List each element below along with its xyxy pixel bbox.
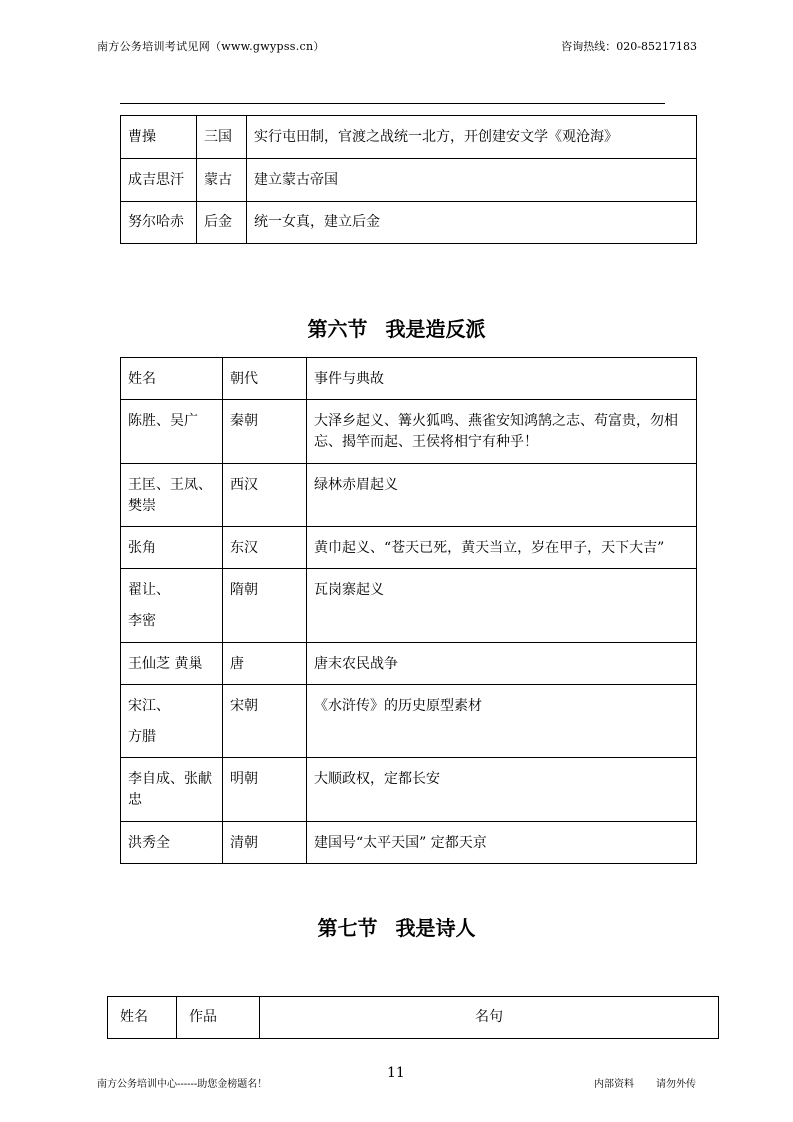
name-cell: 王仙芝 黄巢 [121,643,223,685]
name-cell: 李自成、张献忠 [121,758,223,822]
header-name: 姓名 [121,358,223,400]
table-row [121,822,697,864]
deed-cell: 实行屯田制，官渡之战统一北方，开创建安文学《观沧海》 [247,116,697,159]
event-cell: 唐末农民战争 [307,643,697,685]
header-divider [120,103,665,104]
name-cell: 王匡、王凤、樊崇 [121,464,223,527]
section-number: 第六节 [307,317,368,341]
name-cell: 张角 [121,527,223,569]
header-dynasty: 朝代 [223,358,307,400]
table-row [121,202,697,244]
footer-slogan: 南方公务培训中心------助您金榜题名！ [97,1079,268,1090]
dynasty-cell: 东汉 [223,527,307,569]
table-row [121,758,697,822]
name-line: 宋江、 [128,698,170,714]
poets-table [107,996,719,1039]
header-name: 姓名 [108,997,177,1039]
page-number: 11 [387,1065,405,1081]
footer-notice [594,1075,696,1090]
name-cell: 成吉思汗 [121,159,197,202]
table-row [121,527,697,569]
table-header-row [121,358,697,400]
dynasty-cell: 三国 [197,116,247,159]
footer-no-distribute: 请勿外传 [656,1079,696,1090]
table-row [121,643,697,685]
dynasty-cell: 明朝 [223,758,307,822]
event-cell: 黄巾起义、“苍天已死，黄天当立，岁在甲子，天下大吉” [307,527,697,569]
event-cell: 大泽乡起义、篝火狐鸣、燕雀安知鸿鹄之志、苟富贵，勿相忘、揭竿而起、王侯将相宁有种乎！ [307,400,697,464]
deed-cell: 建立蒙古帝国 [247,159,697,202]
dynasty-cell: 西汉 [223,464,307,527]
name-line: 翟让、 [128,582,170,598]
header-works: 作品 [177,997,260,1039]
table-row [121,464,697,527]
dynasty-cell: 宋朝 [223,685,307,758]
table-row [121,400,697,464]
section-title: 我是诗人 [395,916,476,940]
dynasty-cell: 隋朝 [223,569,307,643]
header-event: 事件与典故 [307,358,697,400]
footer-internal: 内部资料 [594,1079,634,1090]
event-cell: 建国号“太平天国” 定都天京 [307,822,697,864]
rulers-table-continued [120,115,697,244]
rebels-table [120,357,697,864]
header-site-name: 南方公务培训考试见网（www.gwypss.cn） [97,40,325,53]
event-cell: 大顺政权，定都长安 [307,758,697,822]
table-row [121,116,697,159]
section-7-heading [0,912,793,941]
dynasty-cell: 秦朝 [223,400,307,464]
name-cell: 曹操 [121,116,197,159]
name-cell: 努尔哈赤 [121,202,197,244]
name-line: 李密 [128,613,156,629]
event-cell: 绿林赤眉起义 [307,464,697,527]
deed-cell: 统一女真，建立后金 [247,202,697,244]
header-quotes: 名句 [260,997,719,1039]
dynasty-cell: 蒙古 [197,159,247,202]
table-row [121,159,697,202]
event-cell: 瓦岗寨起义 [307,569,697,643]
name-line: 方腊 [128,729,156,745]
dynasty-cell: 后金 [197,202,247,244]
name-cell: 洪秀全 [121,822,223,864]
section-number: 第七节 [317,916,378,940]
name-cell [121,685,223,758]
dynasty-cell: 唐 [223,643,307,685]
event-cell: 《水浒传》的历史原型素材 [307,685,697,758]
dynasty-cell: 清朝 [223,822,307,864]
name-cell: 陈胜、吴广 [121,400,223,464]
header-hotline: 咨询热线：020-85217183 [561,40,697,53]
table-row [121,685,697,758]
section-title: 我是造反派 [385,317,486,341]
table-header-row [108,997,719,1039]
name-cell [121,569,223,643]
table-row [121,569,697,643]
section-6-heading [0,313,793,342]
